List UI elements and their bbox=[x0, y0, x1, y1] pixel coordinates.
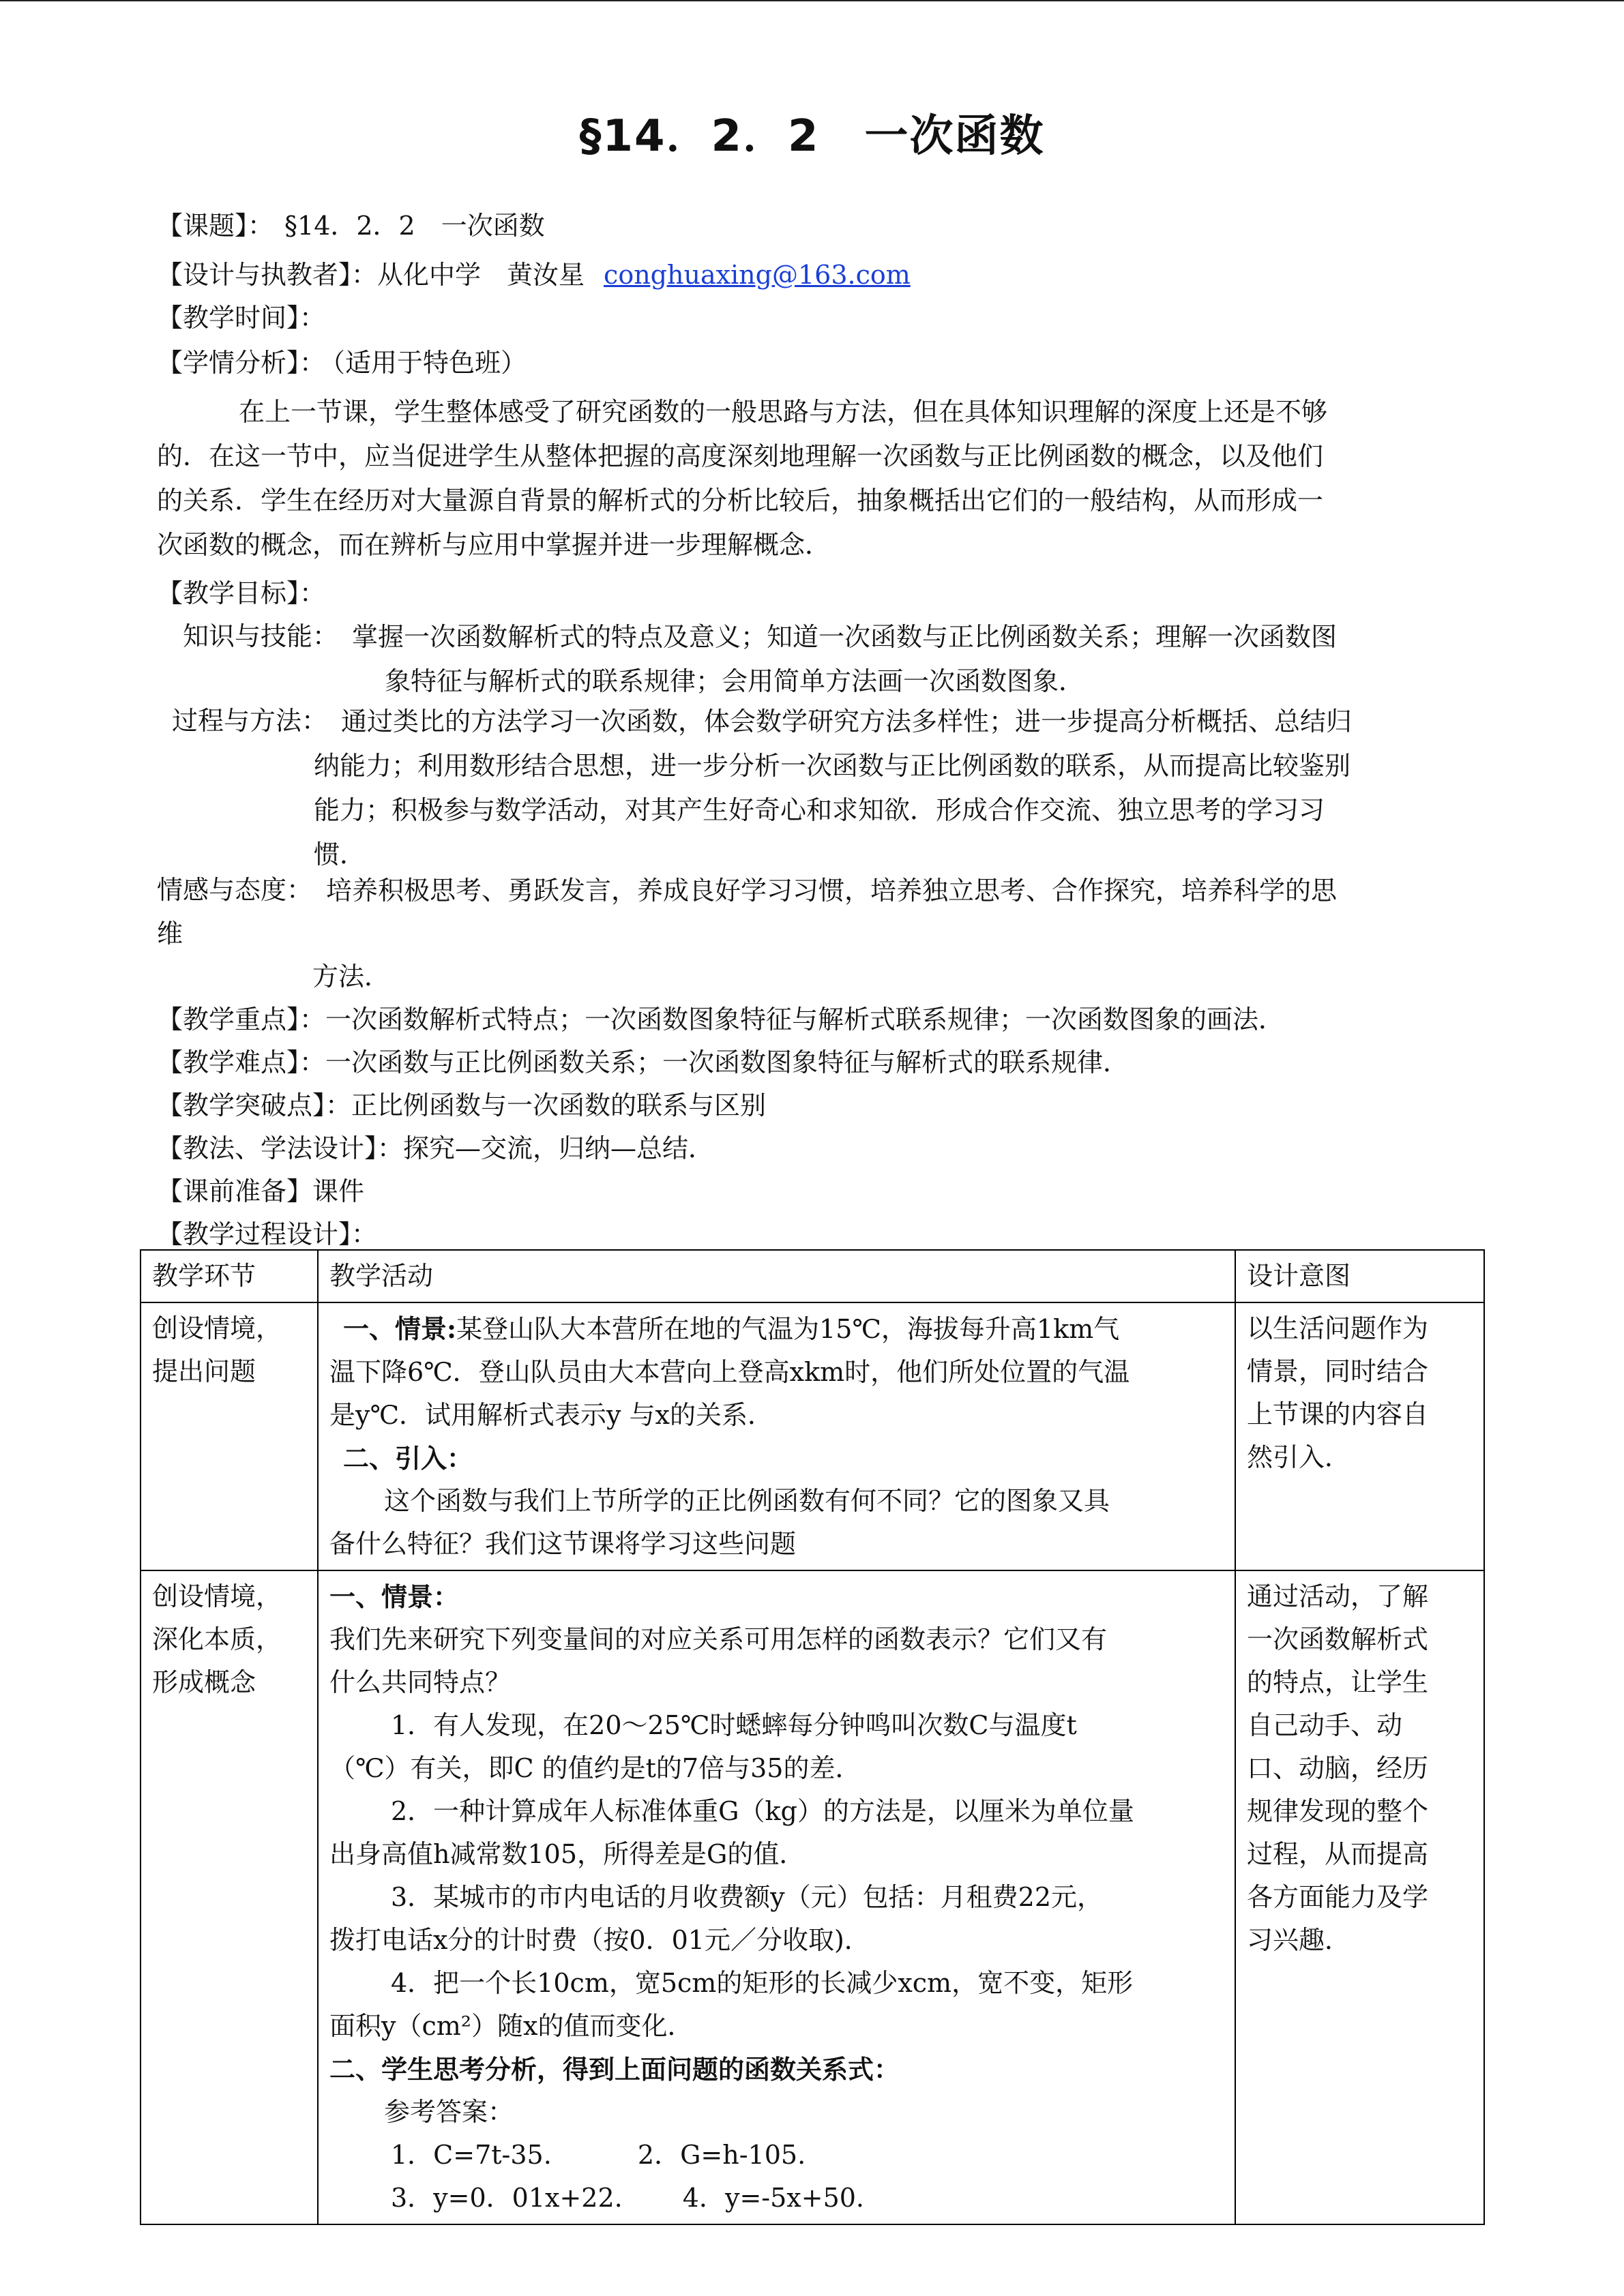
page-title: §14．2．2 一次函数 bbox=[579, 111, 1045, 162]
process-method-text bbox=[314, 700, 1353, 877]
stage-cell bbox=[141, 1302, 318, 1570]
header-intent: 设计意图 bbox=[1235, 1250, 1484, 1302]
intent-line: 一次函数解析式 bbox=[1247, 1624, 1429, 1654]
stage-line: 创设情境， bbox=[152, 1581, 282, 1611]
stage-cell bbox=[141, 1570, 318, 2224]
intent-line: 以生活问题作为 bbox=[1247, 1313, 1429, 1343]
process-method-line: 能力；积极参与数学活动，对其产生好奇心和求知欲．形成合作交流、独立思考的学习习 bbox=[314, 795, 1325, 825]
section-title: 二、引入： bbox=[343, 1443, 473, 1474]
designer-value: 从化中学 黄汝星 bbox=[377, 260, 585, 290]
prep-line bbox=[157, 1176, 364, 1206]
analysis-heading bbox=[157, 348, 527, 378]
header-activity: 教学活动 bbox=[318, 1250, 1235, 1302]
answer-label: 参考答案： bbox=[384, 2097, 514, 2127]
activity-text: 某登山队大本营所在地的气温为15℃，海拔每升高1km气 bbox=[456, 1314, 1120, 1344]
analysis-note: （适用于特色班） bbox=[332, 348, 527, 378]
intent-line: 自己动手、动 bbox=[1247, 1710, 1403, 1740]
activity-cell bbox=[318, 1302, 1235, 1570]
activity-line: 什么共同特点？ bbox=[329, 1667, 512, 1697]
intent-line: 上节课的内容自 bbox=[1247, 1399, 1429, 1429]
emotion-text bbox=[326, 869, 1337, 913]
list-item: 面积y（cm²）随x的值而变化． bbox=[329, 2011, 694, 2041]
table-row bbox=[141, 1570, 1484, 2224]
difficulty-value: 一次函数与正比例函数关系；一次函数图象特征与解析式的联系规律． bbox=[325, 1047, 1130, 1077]
emotion-line: 方法． bbox=[312, 961, 391, 992]
intent-line: 过程，从而提高 bbox=[1247, 1839, 1429, 1869]
analysis-paragraph bbox=[157, 390, 1327, 567]
activity-line: 是y℃．试用解析式表示y 与x的关系． bbox=[329, 1400, 773, 1430]
emotion-line: 培养积极思考、勇跃发言，养成良好学习习惯，培养独立思考、合作探究，培养科学的思 bbox=[326, 876, 1338, 906]
section-title: 二、学生思考分析，得到上面问题的函数关系式： bbox=[329, 2054, 900, 2085]
analysis-line: 次函数的概念，而在辨析与应用中掌握并进一步理解概念． bbox=[157, 530, 831, 560]
designer-line bbox=[157, 260, 911, 290]
intent-line: 口、动脑，经历 bbox=[1247, 1753, 1429, 1783]
method-value: 探究—交流，归纳—总结． bbox=[403, 1133, 715, 1163]
emotion-label: 情感与态度： bbox=[157, 875, 313, 905]
prep-value: 课件 bbox=[312, 1176, 365, 1206]
difficulty-line bbox=[157, 1047, 1129, 1077]
process-design-heading: 【教学过程设计】： bbox=[157, 1219, 378, 1249]
activity-line: 这个函数与我们上节所学的正比例函数有何不同？它的图象又具 bbox=[384, 1486, 1110, 1516]
difficulty-label: 【教学难点】： bbox=[157, 1047, 326, 1077]
knowledge-text bbox=[352, 615, 1337, 704]
intent-line: 各方面能力及学 bbox=[1247, 1882, 1429, 1912]
process-method-line: 通过类比的方法学习一次函数，体会数学研究方法多样性；进一步提高分析概括、总结归 bbox=[341, 706, 1353, 736]
intent-cell bbox=[1235, 1570, 1484, 2224]
key-point-line bbox=[157, 1004, 1284, 1034]
goals-heading: 【教学目标】： bbox=[157, 578, 326, 608]
analysis-line: 的．在这一节中，应当促进学生从整体把握的高度深刻地理解一次函数与正比例函数的概念，以及他们 bbox=[157, 441, 1324, 471]
activity-line: 我们先来研究下列变量间的对应关系可用怎样的函数表示？它们又有 bbox=[329, 1624, 1108, 1654]
stage-line: 创设情境， bbox=[152, 1313, 282, 1343]
emotion-line: 维 bbox=[157, 919, 183, 949]
analysis-label: 【学情分析】： bbox=[157, 348, 326, 378]
header-stage: 教学环节 bbox=[141, 1250, 318, 1302]
list-item: 1．有人发现，在20～25℃时蟋蟀每分钟鸣叫次数C与温度t bbox=[391, 1710, 1077, 1740]
email-link[interactable]: conghuaxing@163.com bbox=[604, 260, 911, 290]
list-item: 拨打电话x分的计时费（按0．01元／分收取)． bbox=[329, 1925, 870, 1955]
time-line bbox=[157, 303, 325, 333]
answer-line: 1．C=7t-35. 2．G=h-105. bbox=[391, 2140, 806, 2170]
time-label: 【教学时间】： bbox=[157, 303, 326, 333]
designer-label: 【设计与执教者】： bbox=[157, 260, 378, 290]
method-line bbox=[157, 1133, 714, 1163]
stage-line: 形成概念 bbox=[152, 1667, 256, 1697]
analysis-line: 的关系．学生在经历对大量源自背景的解析式的分析比较后，抽象概括出它们的一般结构，从而形成一 bbox=[157, 486, 1324, 516]
process-method-line: 惯． bbox=[314, 839, 366, 869]
list-item: （℃）有关，即C 的值约是t的7倍与35的差． bbox=[329, 1753, 861, 1783]
activity-line: 温下降6℃．登山队员由大本营向上登高xkm时，他们所处位置的气温 bbox=[329, 1357, 1130, 1387]
top-border-line bbox=[0, 0, 1624, 1]
section-title: 一、情景: bbox=[343, 1313, 457, 1344]
answer-line: 3．y=0．01x+22. 4．y=-5x+50. bbox=[391, 2183, 865, 2213]
list-item: 3．某城市的市内电话的月收费额y（元）包括：月租费22元， bbox=[391, 1882, 1104, 1912]
knowledge-label: 知识与技能： bbox=[183, 621, 339, 651]
intent-line: 通过活动，了解 bbox=[1247, 1581, 1429, 1611]
topic-label: 【课题】： bbox=[157, 211, 274, 241]
prep-label: 【课前准备】 bbox=[157, 1176, 313, 1206]
stage-line: 提出问题 bbox=[152, 1356, 256, 1386]
table-row bbox=[141, 1302, 1484, 1570]
process-method-label: 过程与方法： bbox=[172, 706, 328, 736]
intent-cell bbox=[1235, 1302, 1484, 1570]
intent-line: 规律发现的整个 bbox=[1247, 1796, 1429, 1826]
process-method-line: 纳能力；利用数形结合思想，进一步分析一次函数与正比例函数的联系，从而提高比较鉴别 bbox=[314, 751, 1351, 781]
list-item: 出身高值h减常数105，所得差是G的值． bbox=[329, 1839, 806, 1869]
activity-line bbox=[329, 1307, 1225, 1351]
table-header-row bbox=[141, 1250, 1484, 1302]
intent-line: 的特点，让学生 bbox=[1247, 1667, 1429, 1697]
list-item: 2．一种计算成年人标准体重G（kg）的方法是，以厘米为单位量 bbox=[391, 1796, 1134, 1826]
teaching-process-table bbox=[140, 1249, 1485, 2225]
breakthrough-label: 【教学突破点】： bbox=[157, 1090, 352, 1120]
intent-line: 情景，同时结合 bbox=[1247, 1356, 1429, 1386]
key-point-label: 【教学重点】： bbox=[157, 1004, 326, 1034]
breakthrough-value: 正比例函数与一次函数的联系与区别 bbox=[351, 1090, 767, 1120]
activity-cell bbox=[318, 1570, 1235, 2224]
stage-line: 深化本质， bbox=[152, 1624, 282, 1654]
breakthrough-line bbox=[157, 1090, 766, 1120]
section-title: 一、情景： bbox=[329, 1581, 460, 1612]
topic-value: §14．2．2 一次函数 bbox=[284, 211, 545, 241]
analysis-line: 在上一节课，学生整体感受了研究函数的一般思路与方法，但在具体知识理解的深度上还是不够 bbox=[239, 397, 1328, 427]
method-label: 【教法、学法设计】： bbox=[157, 1133, 404, 1163]
knowledge-line: 象特征与解析式的联系规律；会用简单方法画一次函数图象． bbox=[385, 666, 1085, 696]
intent-line: 然引入． bbox=[1247, 1442, 1351, 1472]
list-item: 4．把一个长10cm，宽5cm的矩形的长减少xcm，宽不变，矩形 bbox=[391, 1968, 1134, 1998]
activity-line: 备什么特征？我们这节课将学习这些问题 bbox=[329, 1529, 797, 1559]
topic-line bbox=[157, 211, 545, 241]
key-point-value: 一次函数解析式特点；一次函数图象特征与解析式联系规律；一次函数图象的画法． bbox=[325, 1004, 1285, 1034]
intent-line: 习兴趣． bbox=[1247, 1925, 1351, 1955]
knowledge-line: 掌握一次函数解析式的特点及意义；知道一次函数与正比例函数关系；理解一次函数图 bbox=[352, 622, 1338, 652]
